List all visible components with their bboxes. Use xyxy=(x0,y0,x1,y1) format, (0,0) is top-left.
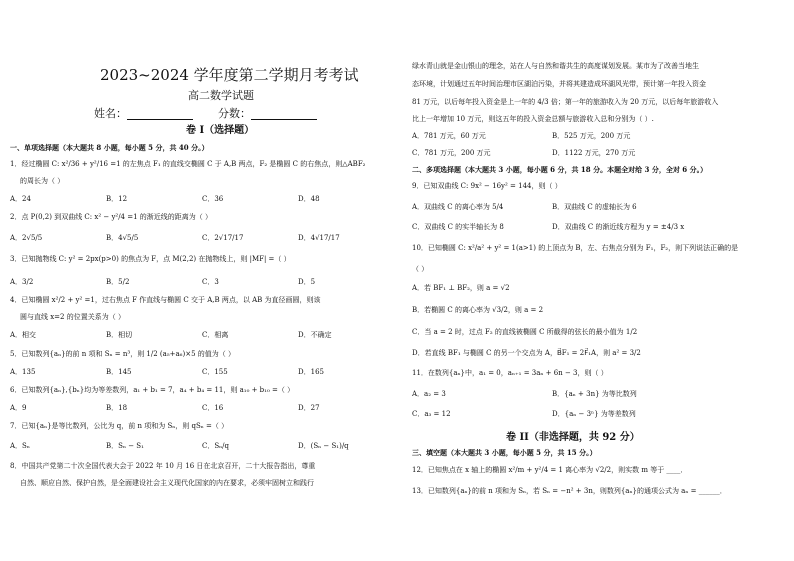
q3-option[interactable]: D．5 xyxy=(298,278,316,286)
q2-text: 2．点 P(0,2) 到双曲线 C: x² − y²/4 =1 的渐近线的距离为（ ） xyxy=(10,213,213,221)
q3-text: 3．已知抛物线 C: y² = 2px(p>0) 的焦点为 F，点 M(2,2) 在抛物线上，则 |MF| =（ ） xyxy=(10,255,291,263)
q9-option[interactable]: B．双曲线 C 的虚轴长为 6 xyxy=(552,203,637,211)
q3-option[interactable]: C．3 xyxy=(202,278,219,286)
exam-subtitle: 高二数学试题 xyxy=(188,89,254,102)
q9-option[interactable]: A．双曲线 C 的离心率为 5/4 xyxy=(412,203,504,211)
q9-options-row1 xyxy=(412,203,752,212)
section1-heading: 一、单项选择题（本大题共 8 小题，每小题 5 分，共 40 分。） xyxy=(10,143,209,152)
q8-option[interactable]: C．781 万元，200 万元 xyxy=(412,149,491,157)
q4-text: 4．已知椭圆 x²/2 + y² =1，过右焦点 F 作直线与椭圆 C 交于 A,B 两点，以 AB 为直径画圆，则该 xyxy=(10,296,321,304)
score-blank[interactable] xyxy=(251,109,317,120)
q4-options xyxy=(10,331,378,340)
q10-text: 10．已知椭圆 C: x²/a² + y² = 1(a>1) 的上顶点为 B，左、右焦点分别为 F₁，F₂，则下列说法正确的是 xyxy=(412,244,739,252)
q9-options-row2 xyxy=(412,223,752,232)
q10-option[interactable]: B．若椭圆 C 的离心率为 √3/2，则 a = 2 xyxy=(412,306,544,314)
q2-options xyxy=(10,234,378,243)
q11-options-row1 xyxy=(412,390,752,399)
q3-option[interactable]: B．5/2 xyxy=(106,278,130,286)
q1-text-cont: 的周长为（ ） xyxy=(20,177,65,185)
q9-text: 9．已知双曲线 C: 9x² − 16y² = 144，则（ ） xyxy=(412,182,562,190)
q8-options-row1 xyxy=(412,132,712,141)
q2-option[interactable]: C．2√17/17 xyxy=(202,234,244,242)
q11-text: 11．在数列{aₙ}中，a₁ = 0，aₙ₊₁ = 3aₙ + 6n − 3，则（ ） xyxy=(412,369,608,377)
q10-text-cont: （ ） xyxy=(412,265,429,273)
q6-option[interactable]: A．9 xyxy=(10,404,27,412)
q9-option[interactable]: C．双曲线 C 的实半轴长为 8 xyxy=(412,223,504,231)
q8-text-cont: 自然、顺应自然、保护自然，是全面建设社会主义现代化国家的内在要求，必须牢固树立和践行 xyxy=(20,479,314,487)
score-label: 分数： xyxy=(218,107,251,120)
q5-option[interactable]: C．155 xyxy=(202,368,228,376)
q1-option[interactable]: B．12 xyxy=(106,195,128,203)
q6-option[interactable]: B．18 xyxy=(106,404,128,412)
q8-text-p2: 态环境，计划通过五年时间治理市区湖泊污染，并将其建造成环湖风光带，预计第一年投入资金 xyxy=(412,80,706,88)
q5-text: 5．已知数列{aₙ}的前 n 项和 Sₙ = n³，则 1/2 (a₅+a₆)×5 的值为（ ） xyxy=(10,350,235,358)
q8-text-p1: 绿水青山就是金山银山的理念，站在人与自然和谐共生的高度谋划发展。某市为了改善当地生 xyxy=(412,62,699,70)
q11-options-row2 xyxy=(412,410,752,419)
q2-option[interactable]: A．2√5/5 xyxy=(10,234,43,242)
q8-option[interactable]: B．525 万元，200 万元 xyxy=(552,132,631,140)
q5-option[interactable]: B．145 xyxy=(106,368,132,376)
name-label: 姓名： xyxy=(94,107,127,120)
q4-option[interactable]: D．不确定 xyxy=(298,331,332,339)
q9-option[interactable]: D．双曲线 C 的渐近线方程为 y = ±4/3 x xyxy=(552,223,685,231)
q11-option[interactable]: D．{aₙ − 3ⁿ} 为等差数列 xyxy=(552,410,636,418)
part2-heading: 卷 II（非选择题，共 92 分） xyxy=(506,432,640,443)
q3-options xyxy=(10,278,378,287)
q6-options xyxy=(10,404,378,413)
q8-text: 8．中国共产党第二十次全国代表大会于 2022 年 10 月 16 日在北京召开，二十大报告指出，尊重 xyxy=(10,462,316,470)
score-field[interactable] xyxy=(218,107,317,120)
q10-option[interactable]: A．若 BF₁ ⊥ BF₂，则 a = √2 xyxy=(412,284,510,292)
q8-text-p3: 81 万元，以后每年投入资金是上一年的 4/3 倍；第一年的旅游收入为 20 万元，以后每年旅游收入 xyxy=(412,98,719,106)
q4-option[interactable]: C．相离 xyxy=(202,331,229,339)
q8-option[interactable]: D．1122 万元，270 万元 xyxy=(552,149,636,157)
q3-option[interactable]: A．3/2 xyxy=(10,278,34,286)
q12-text: 12．已知焦点在 x 轴上的椭圆 x²/m + y²/4 = 1 离心率为 √2/2，则实数 m 等于 ____． xyxy=(412,466,688,474)
q10-option[interactable]: C．当 a = 2 时，过点 F₂ 的直线被椭圆 C 所截得的弦长的最小值为 1/2 xyxy=(412,328,638,336)
q1-text: 1．经过椭圆 C: x²/36 + y²/16 =1 的左焦点 F₁ 的直线交椭圆 C 于 A,B 两点，F₂ 是椭圆 C 的右焦点，则△ABF₂ xyxy=(10,160,366,168)
q13-text: 13．已知数列{aₙ}的前 n 项和为 Sₙ，若 Sₙ = −n² + 3n，则数列{aₙ}的通项公式为 aₙ = ______． xyxy=(412,487,727,495)
q6-option[interactable]: D．27 xyxy=(298,404,320,412)
q2-option[interactable]: B．4√5/5 xyxy=(106,234,139,242)
q11-option[interactable]: C．a₃ = 12 xyxy=(412,410,451,418)
q7-option[interactable]: A．Sₙ xyxy=(10,442,30,450)
q2-option[interactable]: D．4√17/17 xyxy=(298,234,340,242)
exam-title: 2023~2024 学年度第二学期月考考试 xyxy=(100,66,359,84)
name-blank[interactable] xyxy=(127,109,193,120)
q1-option[interactable]: A．24 xyxy=(10,195,31,203)
q7-option[interactable]: B．Sₙ − S₁ xyxy=(106,442,144,450)
q8-options-row2 xyxy=(412,149,712,158)
q4-text-cont: 圆与直线 x=2 的位置关系为（ ） xyxy=(20,313,125,321)
part1-heading: 卷 I（选择题） xyxy=(186,125,255,136)
q6-option[interactable]: C．16 xyxy=(202,404,224,412)
q4-option[interactable]: B．相切 xyxy=(106,331,133,339)
q4-option[interactable]: A．相交 xyxy=(10,331,37,339)
q6-text: 6．已知数列{aₙ},{bₙ}均为等差数列，a₁ + b₁ = 7，a₄ + b₄ = 11，则 a₁₀ + b₁₀ =（ ） xyxy=(10,386,295,394)
q11-option[interactable]: A．a₂ = 3 xyxy=(412,390,446,398)
q8-text-p4: 比上一年增加 10 万元，则这五年的投入资金总额与旅游收入总和分别为（ ）. xyxy=(412,115,654,123)
name-field[interactable] xyxy=(94,107,193,120)
q10-option[interactable]: D．若直线 BF₁ 与椭圆 C 的另一个交点为 A，B⃗F₁ = 2F⃗₁A，则 a² = 3/2 xyxy=(412,349,641,357)
q5-option[interactable]: D．165 xyxy=(298,368,324,376)
q1-options xyxy=(10,195,378,204)
q8-option[interactable]: A．781 万元，60 万元 xyxy=(412,132,486,140)
q1-option[interactable]: C．36 xyxy=(202,195,224,203)
q11-option[interactable]: B．{aₙ + 3n} 为等比数列 xyxy=(552,390,637,398)
section3-heading: 三、填空题（本大题共 3 小题，每小题 5 分，共 15 分。） xyxy=(412,448,597,457)
q7-options xyxy=(10,442,378,451)
section2-heading: 二、多项选择题（本大题共 3 小题，每小题 6 分，共 18 分。本题全对给 3 分，全对 6 分。） xyxy=(412,165,708,174)
q1-option[interactable]: D．48 xyxy=(298,195,320,203)
q5-options xyxy=(10,368,378,377)
q7-option[interactable]: D．(Sₙ − S₁)/q xyxy=(298,442,349,450)
q7-option[interactable]: C．Sₙ/q xyxy=(202,442,230,450)
q7-text: 7．已知{aₙ}是等比数列，公比为 q，前 n 项和为 Sₙ，则 qSₙ =（ ） xyxy=(10,422,229,430)
q5-option[interactable]: A．135 xyxy=(10,368,36,376)
